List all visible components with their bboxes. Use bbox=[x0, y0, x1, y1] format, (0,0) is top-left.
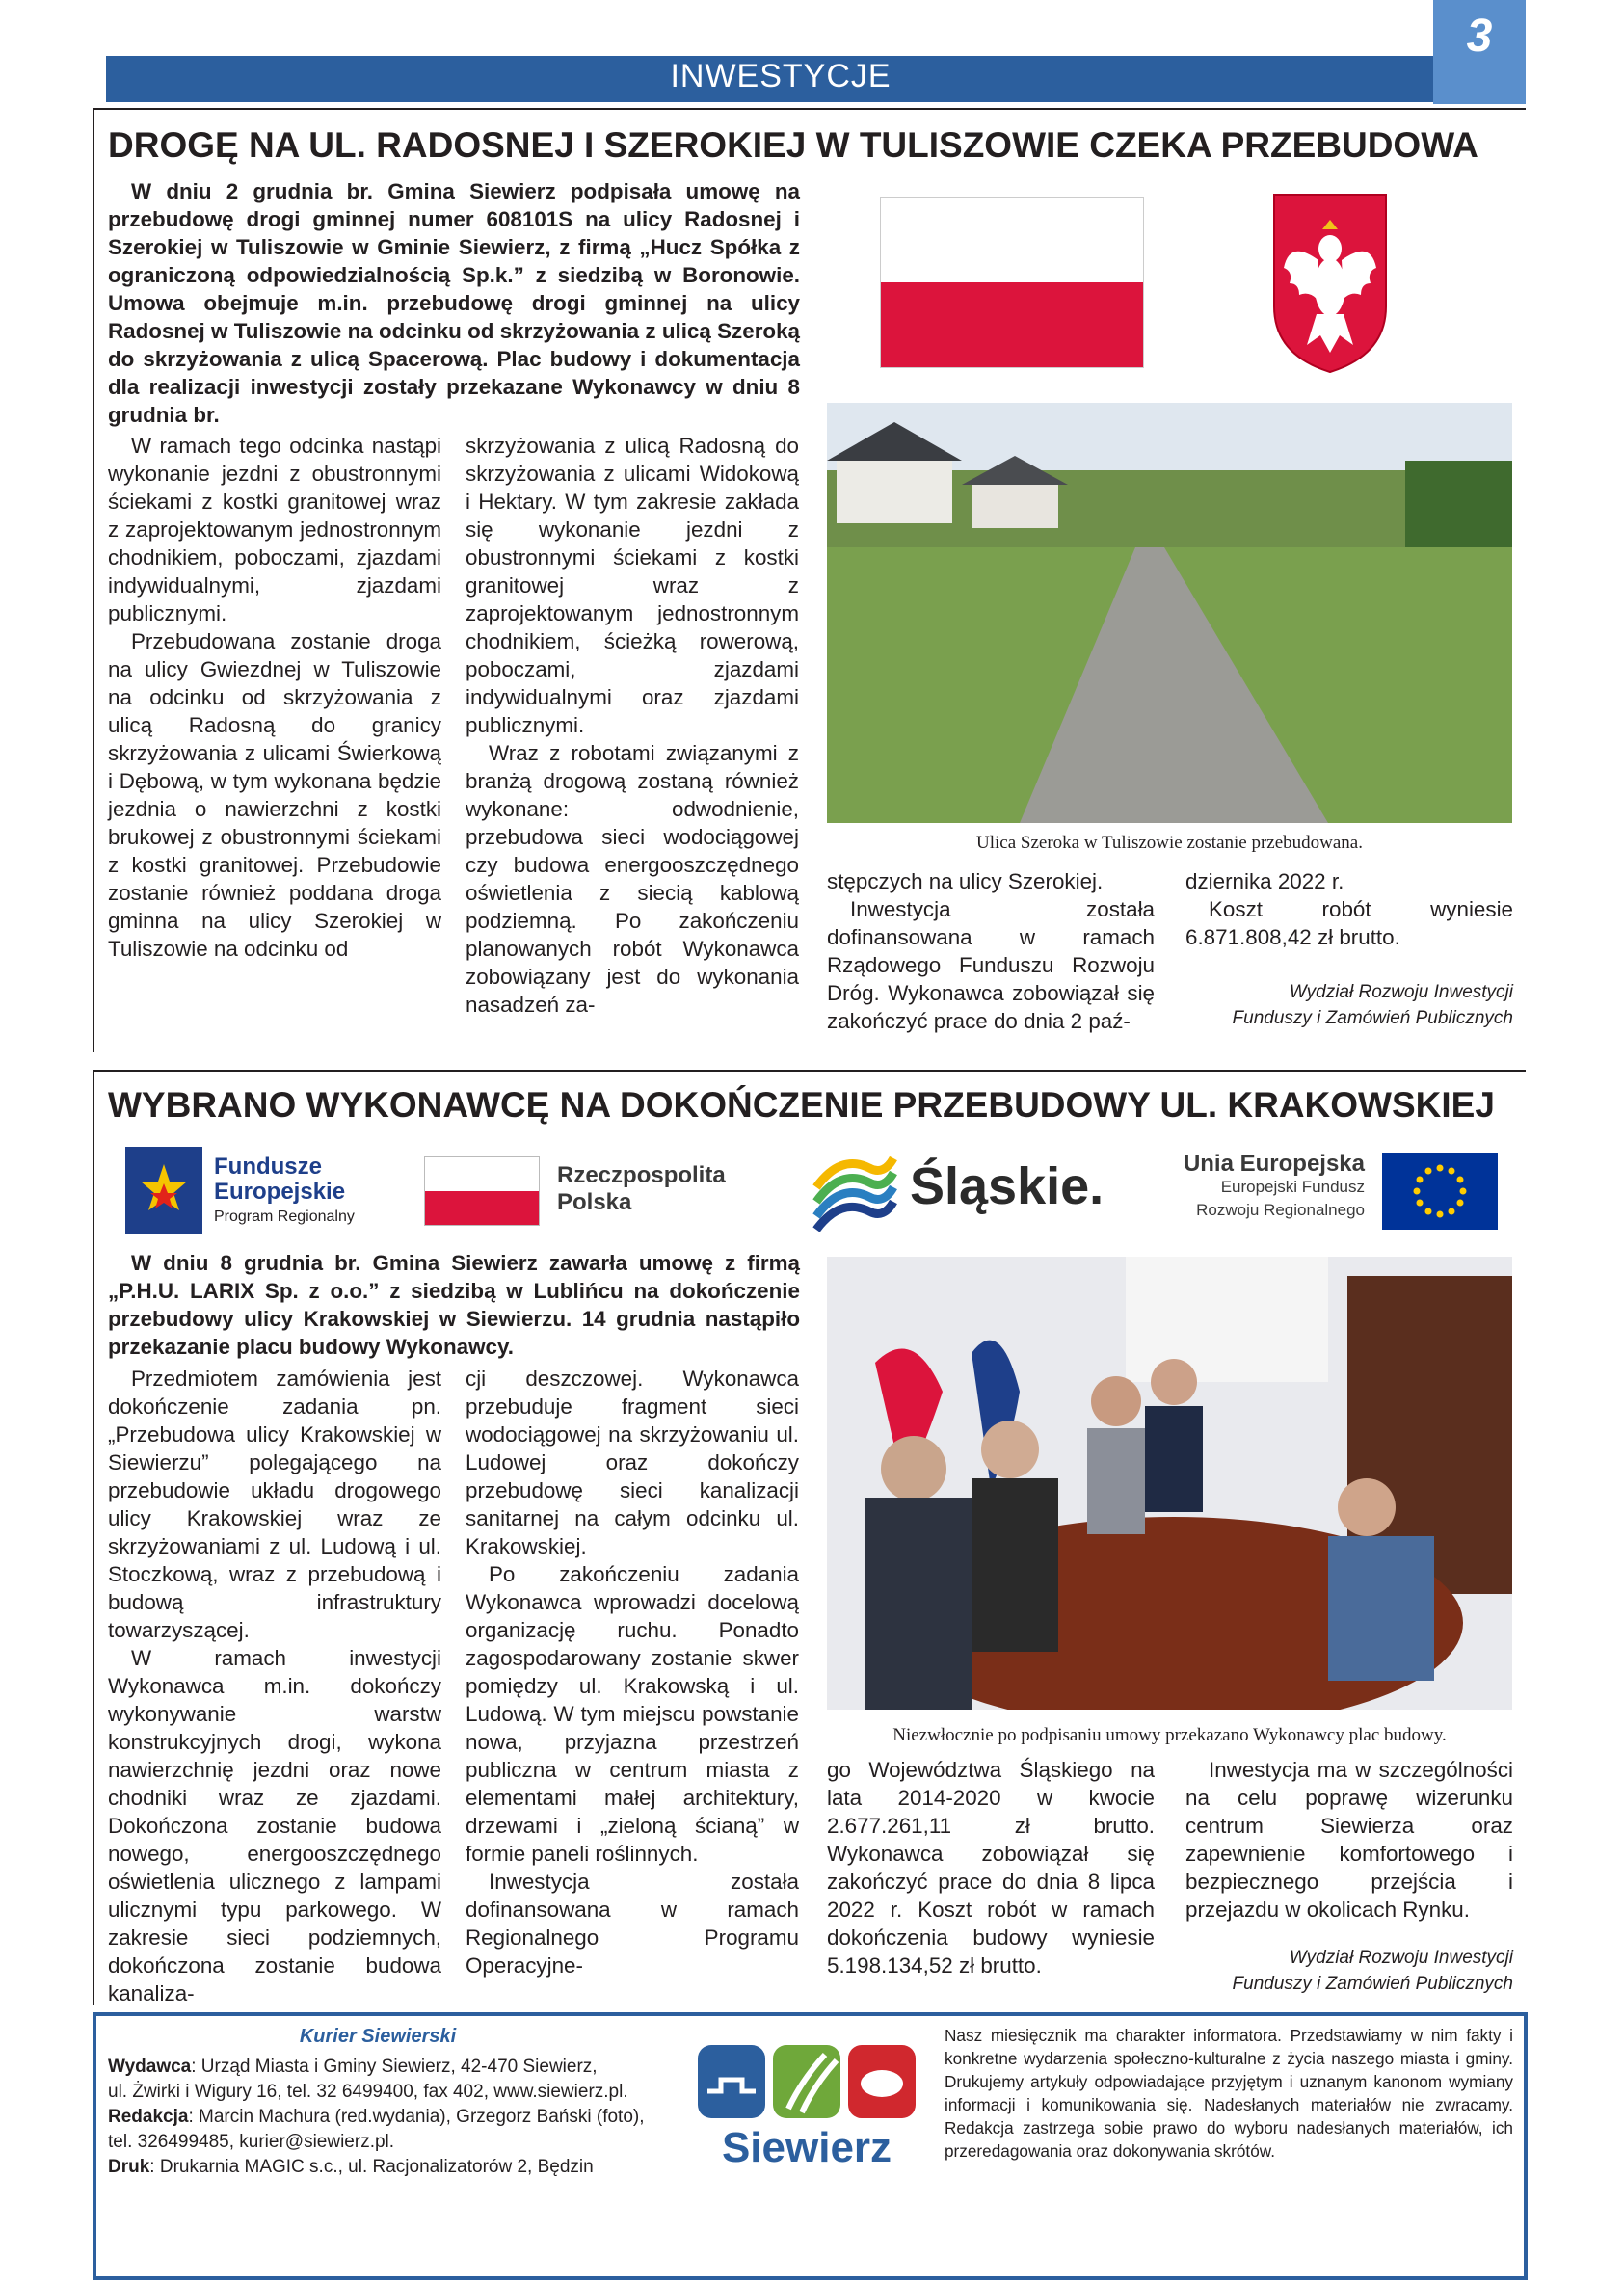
article1-column-3 bbox=[827, 867, 1155, 1035]
fundusze-europejskie-text bbox=[214, 1155, 355, 1230]
article2-top-rule bbox=[93, 1070, 1526, 1072]
page-number: 3 bbox=[1466, 11, 1493, 62]
rzeczpospolita-text bbox=[557, 1162, 726, 1216]
article2-column-1 bbox=[108, 1365, 441, 2007]
article1-left-rule bbox=[93, 108, 94, 1052]
article1-column-1 bbox=[108, 432, 441, 963]
article1-column-2 bbox=[466, 432, 799, 1019]
article2-col1-paragraph-1: Przedmiotem zamówienia jest dokończenie zadania pn. „Przebudowa ulicy Krakowskiej w Siewierzu” polegającego na przebudowie układu drogowego ulicy Krakowskiej wraz ze skrzyżowaniami z ul. Ludową i ul. Stoczkową, wraz z przebudową i budową infrastruktury towarzyszącej. bbox=[108, 1367, 441, 1642]
article2-column-3 bbox=[827, 1756, 1155, 1979]
print-label: Druk bbox=[108, 2157, 150, 2177]
article2-col4-paragraph-1: Inwestycja ma w szczególności na celu poprawę wizerunku centrum Siewierza oraz zapewnienie komfortowego i bezpiecznego przejścia i przejazdu w okolicach Rynku. bbox=[1185, 1758, 1513, 1922]
article2-col2-paragraph-3: Inwestycja została dofinansowana w ramach Regionalnego Programu Operacyjne- bbox=[466, 1870, 799, 1978]
unia-europejska-text bbox=[1172, 1153, 1365, 1222]
section-label: INWESTYCJE bbox=[670, 58, 892, 94]
fundusze-europejskie-star-icon bbox=[125, 1147, 202, 1234]
rp-line-1: Rzeczpospolita bbox=[557, 1162, 726, 1188]
article1-col2-paragraph-2: Wraz z robotami związanymi z branżą drogową zostaną również wykonane: odwodnienie, przebudowa sieci wodociągowej czy budowa energooszczędnego oświetlenia z siecią kablową podziemną. Po zakończeniu planowanych robót Wykonawca zobowiązany jest do wykonania nasadzeń za- bbox=[466, 741, 799, 1017]
article2-lead: W dniu 8 grudnia br. Gmina Siewierz zawarła umowę z firmą „P.H.U. LARIX Sp. z o.o.” z siedzibą w Lublińcu na dokończenie przebudowy ulicy Krakowskiej w Siewierzu. 14 grudnia nastąpiło przekazanie placu budowy Wykonawcy. bbox=[108, 1251, 800, 1359]
article1-signature bbox=[1157, 979, 1513, 1031]
eu-funding-logos bbox=[108, 1137, 1513, 1243]
publisher-label: Wydawca bbox=[108, 2057, 192, 2077]
article2-col3-paragraph-1: go Województwa Śląskiego na lata 2014-2020 w kwocie 2.677.261,11 zł brutto. Wykonawca zobowiązał się zakończyć prace do dnia 8 lipca 2022 r. Koszt robót w ramach dokończenia budowy wyniesie 5.198.134,52 zł brutto. bbox=[827, 1758, 1155, 1978]
meeting-photo bbox=[827, 1257, 1512, 1710]
rp-line-2: Polska bbox=[557, 1189, 632, 1215]
ue-subtitle-1: Europejski Fundusz bbox=[1220, 1178, 1365, 1196]
article2-column-2 bbox=[466, 1365, 799, 1979]
footer-disclaimer: Nasz miesięcznik ma charakter informatora. Przedstawiamy w nim fakty i konkretne wydarzenia społeczno-kulturalne z życia naszego miasta i gminy. Drukujemy artykuły odpowiadające przyjętym i uznanym kanonom wymiany informacji i komunikowania się. Nadesłanych materiałów nie zwracamy. Redakcja zastrzega sobie prawo do wyboru nadesłanych materiałów, ich przeredagowania oraz dokonywania skrótów. bbox=[945, 2026, 1513, 2161]
article1-title: DROGĘ NA UL. RADOSNEJ I SZEROKIEJ W TULISZOWIE CZEKA PRZEBUDOWA bbox=[108, 125, 1478, 165]
fe-title-line-1: Fundusze bbox=[214, 1154, 322, 1180]
article2-col2-paragraph-1: cji deszczowej. Wykonawca przebuduje fragment sieci wodociągowej na skrzyżowaniu ul. Ludowej oraz dokończy przebudowę sieci kanalizacji sanitarnej na całym odcinku ul. Krakowskiej. bbox=[466, 1367, 799, 1558]
publisher-address: ul. Żwirki i Wigury 16, tel. 32 6499400, fax 402, www.siewierz.pl. bbox=[108, 2082, 628, 2102]
footer-imprint bbox=[108, 2055, 667, 2180]
article2-sign-line-1: Wydział Rozwoju Inwestycji bbox=[1289, 1948, 1513, 1968]
article2-title: WYBRANO WYKONAWCĘ NA DOKOŃCZENIE PRZEBUDOWY UL. KRAKOWSKIEJ bbox=[108, 1085, 1495, 1125]
siewierz-logo-text: Siewierz bbox=[721, 2124, 892, 2171]
article1-col4-paragraph-2: Koszt robót wyniesie 6.871.808,42 zł brutto. bbox=[1185, 897, 1513, 949]
siewierz-logo-icon bbox=[696, 2041, 918, 2124]
article1-sign-line-1: Wydział Rozwoju Inwestycji bbox=[1289, 982, 1513, 1002]
article2-col2-paragraph-2: Po zakończeniu zadania Wykonawca wprowadzi docelową organizację ruchu. Ponadto zagospodarowany zostanie skwer pomiędzy ul. Krakowską i ul. Ludową. W tym miejscu powstanie nowa, przyjazna przestrzeń publiczna w centrum miasta z elementami małej architektury, drzewami i „zieloną ścianą” w formie paneli roślinnych. bbox=[466, 1562, 799, 1866]
article2-signature bbox=[1157, 1945, 1513, 1997]
road-photo bbox=[827, 403, 1512, 823]
article1-col3-paragraph-1: stępczych na ulicy Szerokiej. bbox=[827, 869, 1104, 893]
article1-col1-paragraph-2: Przebudowana zostanie droga na ulicy Gwiezdnej w Tuliszowie na odcinku od skrzyżowania z ulicą Radosną do granicy skrzyżowania z ulicami Świerkową i Dębową, w tym wykonana będzie jezdnia o nawierzchni z kostki brukowej z obustronnymi ściekami z kostki granitowej. Przebudowie zostanie również poddana droga gminna na ulicy Szerokiej w Tuliszowie na odcinku od bbox=[108, 629, 441, 961]
header-rule bbox=[93, 108, 1526, 110]
masthead: Kurier Siewierski bbox=[299, 2026, 457, 2047]
polish-flag bbox=[880, 197, 1144, 368]
ue-subtitle-2: Rozwoju Regionalnego bbox=[1196, 1201, 1365, 1219]
article1-col1-paragraph-1: W ramach tego odcinka nastąpi wykonanie jezdni z obustronnymi ściekami z kostki granitowej wraz z zaprojektowanym jednostronnym chodnikiem, poboczami, zjazdami indywidualnymi, zjazdami publicznymi. bbox=[108, 434, 441, 625]
article2-col1-paragraph-2: W ramach inwestycji Wykonawca m.in. dokończy wykonywanie warstw konstrukcyjnych drogi, wykona nawierzchnię jezdni oraz nowe chodniki wraz ze zjazdami. Dokończona zostanie budowa nowego, energooszczędnego oświetlenia ulicznego z lampami ulicznymi typu parkowego. W zakresie sieci podziemnych, dokończona zostanie budowa kanaliza- bbox=[108, 1646, 441, 2005]
editors-label: Redakcja bbox=[108, 2107, 189, 2127]
article1-photo-caption: Ulica Szeroka w Tuliszowie zostanie przebudowana. bbox=[975, 833, 1363, 853]
white-eagle-emblem-icon bbox=[1270, 191, 1390, 374]
article1-sign-line-2: Funduszy i Zamówień Publicznych bbox=[1232, 1008, 1513, 1028]
article2-sign-line-2: Funduszy i Zamówień Publicznych bbox=[1232, 1974, 1513, 1994]
fe-title-line-2: Europejskie bbox=[214, 1179, 346, 1205]
ue-title: Unia Europejska bbox=[1183, 1151, 1365, 1177]
article1-col2-paragraph-1: skrzyżowania z ulicą Radosną do skrzyżowania z ulicami Widokową i Hektary. W tym zakresie zakłada się wykonanie jezdni z obustronnymi ściekami z kostki granitowej wraz z zaprojektowanym jednostronnym chodnikiem, ścieżką rowerową, poboczami, zjazdami indywidualnymi oraz zjazdami publicznymi. bbox=[466, 434, 799, 737]
rp-flag bbox=[424, 1156, 540, 1226]
article2-column-4 bbox=[1185, 1756, 1513, 1924]
article1-col4-paragraph-1: dziernika 2022 r. bbox=[1185, 869, 1344, 893]
article2-photo-caption: Niezwłocznie po podpisaniu umowy przekazano Wykonawcy plac budowy. bbox=[892, 1725, 1447, 1745]
article2-left-rule bbox=[93, 1070, 94, 2005]
editors-contact: tel. 326499485, kurier@siewierz.pl. bbox=[108, 2132, 395, 2152]
eu-flag-icon bbox=[1382, 1153, 1498, 1230]
print-text: : Drukarnia MAGIC s.c., ul. Racjonalizatorów 2, Będzin bbox=[149, 2157, 594, 2177]
article1-lead: W dniu 2 grudnia br. Gmina Siewierz podpisała umowę na przebudowę drogi gminnej numer 608101S na ulicy Radosnej i Szerokiej w Tuliszowie w Gminie Siewierz, z firmą „Hucz Spółka z ograniczoną odpowiedzialnością Sp.k.” z siedzibą w Boronowie. Umowa obejmuje m.in. przebudowę drogi gminnej na ulicy Radosnej w Tuliszowie na odcinku od skrzyżowania z ulicą Szeroką do skrzyżowania z ulicą Spacerową. Plac budowy i dokumentacja dla realizacji inwestycji zostały przekazane Wykonawcy w dniu 8 grudnia br. bbox=[108, 179, 800, 427]
editors-text: : Marcin Machura (red.wydania), Grzegorz Bański (foto), bbox=[188, 2107, 645, 2127]
slaskie-text: Śląskie. bbox=[910, 1157, 1105, 1215]
slaskie-waves-icon bbox=[812, 1149, 898, 1232]
article1-column-4 bbox=[1185, 867, 1513, 951]
publisher-text: : Urząd Miasta i Gminy Siewierz, 42-470 Siewierz, bbox=[191, 2057, 598, 2077]
article1-col3-paragraph-2: Inwestycja została dofinansowana w ramach Rządowego Funduszu Rozwoju Dróg. Wykonawca zobowiązał się zakończyć prace do dnia 2 paź- bbox=[827, 897, 1155, 1033]
fe-subtitle: Program Regionalny bbox=[214, 1208, 355, 1225]
